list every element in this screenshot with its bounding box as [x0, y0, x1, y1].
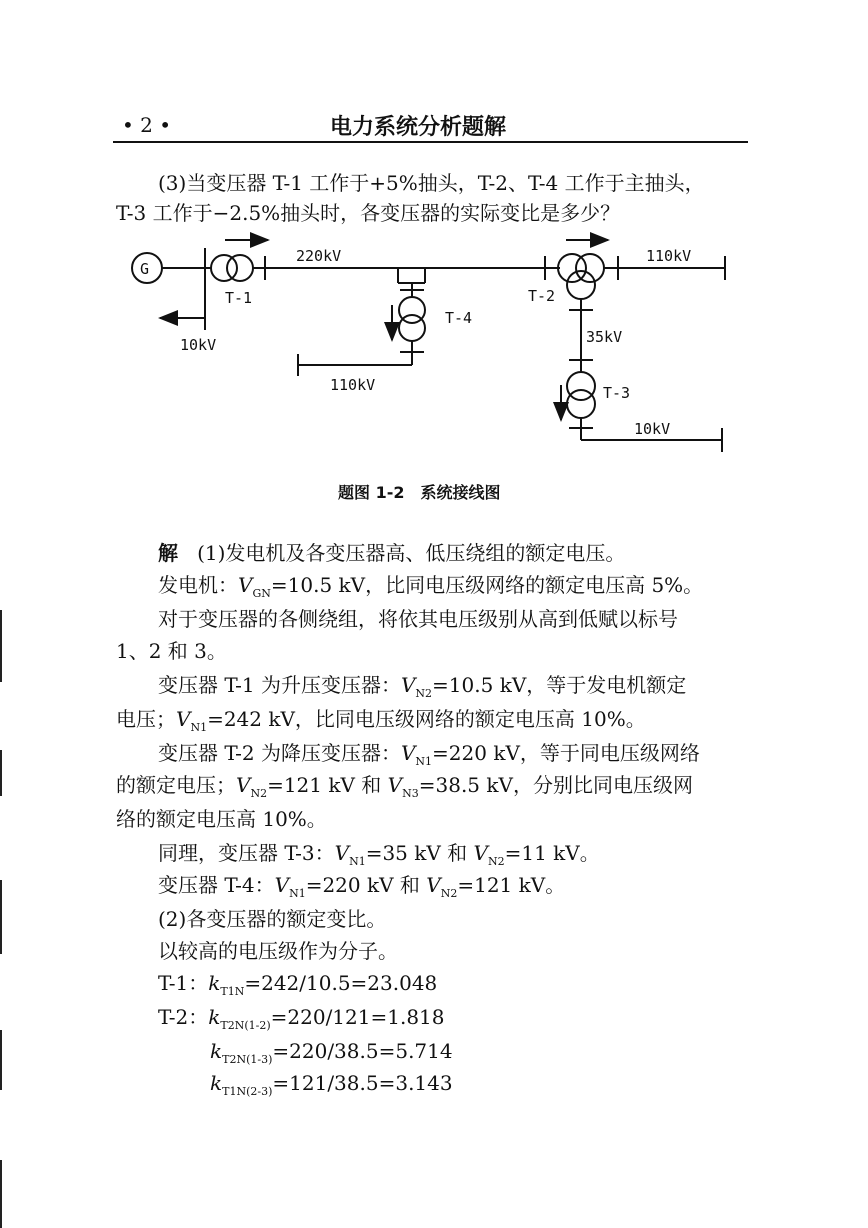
- solution-line-5: 变压器 T-1 为升压变压器：$V_{N2}=10.5$ kV，等于发电机额定: [158, 673, 687, 700]
- scan-margin-mark: [0, 610, 2, 682]
- scan-margin-mark: [0, 1030, 2, 1090]
- t2-label: T-2: [528, 287, 556, 305]
- solution-lead: 解: [158, 541, 178, 565]
- voltage-110kv-bottom-label: 110kV: [330, 376, 376, 394]
- t1-transformer-symbol: [211, 255, 237, 281]
- voltage-10kv-bottom-label: 10kV: [634, 420, 671, 438]
- t4-label: T-4: [445, 309, 473, 327]
- scan-margin-mark: [0, 1160, 2, 1228]
- ratio-t2-1-3: $k_{T2N(1-3)}=220/38.5=5.714$: [210, 1039, 453, 1066]
- solution-line-12: (2)各变压器的额定变比。: [158, 907, 387, 931]
- solution-line-1: [158, 540, 625, 566]
- system-wiring-diagram: [0, 0, 868, 500]
- t1-label: T-1: [225, 289, 253, 307]
- solution-line-6: 电压；$V_{N1}=242$ kV，比同电压级网络的额定电压高 10%。: [116, 707, 646, 734]
- question-line-1: (3)当变压器 T-1 工作于+5%抽头，T-2、T-4 工作于主抽头，: [158, 171, 705, 195]
- solution-line-11: 变压器 T-4：$V_{N1}=220$ kV 和 $V_{N2}=121$ kV。: [158, 873, 566, 900]
- solution-line-10: 同理，变压器 T-3：$V_{N1}=35$ kV 和 $V_{N2}=11$ kV。: [158, 841, 600, 868]
- solution-line-4: 1、2 和 3。: [116, 639, 227, 663]
- solution-line-13: 以较高的电压级作为分子。: [158, 939, 398, 963]
- solution-line-7: 变压器 T-2 为降压变压器：$V_{N1}=220$ kV，等于同电压级网络: [158, 741, 700, 768]
- solution-line-9: 络的额定电压高 10%。: [116, 807, 327, 831]
- t2-transformer-symbol: [558, 254, 586, 282]
- generator-label: G: [140, 260, 150, 278]
- solution-heading: (1)发电机及各变压器高、低压绕组的额定电压。: [197, 541, 626, 565]
- running-title: 电力系统分析题解: [330, 115, 507, 140]
- voltage-110kv-right-label: 110kV: [646, 247, 692, 265]
- scan-margin-mark: [0, 750, 2, 796]
- figure-caption: 题图 1-2 系统接线图: [338, 483, 501, 502]
- solution-line-8: 的额定电压；$V_{N2}=121$ kV 和 $V_{N3}=38.5$ kV，分别比同电压级网: [116, 773, 693, 800]
- voltage-35kv-label: 35kV: [586, 328, 623, 346]
- t3-label: T-3: [603, 384, 631, 402]
- solution-line-3: 对于变压器的各侧绕组，将依其电压级别从高到低赋以标号: [158, 607, 678, 631]
- ratio-t1-2-3: $k_{T1N(2-3)}=121/38.5=3.143$: [210, 1071, 453, 1098]
- question-line-2: T-3 工作于−2.5%抽头时，各变压器的实际变比是多少？: [116, 201, 621, 225]
- ratio-t1: T-1：$k_{T1N}=242/10.5=23.048$: [158, 971, 438, 998]
- voltage-220kv-label: 220kV: [296, 247, 342, 265]
- page-number: • 2 •: [122, 113, 172, 137]
- scan-margin-mark: [0, 880, 2, 954]
- voltage-10kv-left-label: 10kV: [180, 336, 217, 354]
- t3-transformer-symbol: [567, 372, 595, 400]
- ratio-t2-1-2: T-2：$k_{T2N(1-2)}=220/121=1.818$: [158, 1005, 445, 1032]
- solution-line-2: 发电机：$V_{GN}=10.5$ kV，比同电压级网络的额定电压高 5%。: [158, 573, 704, 600]
